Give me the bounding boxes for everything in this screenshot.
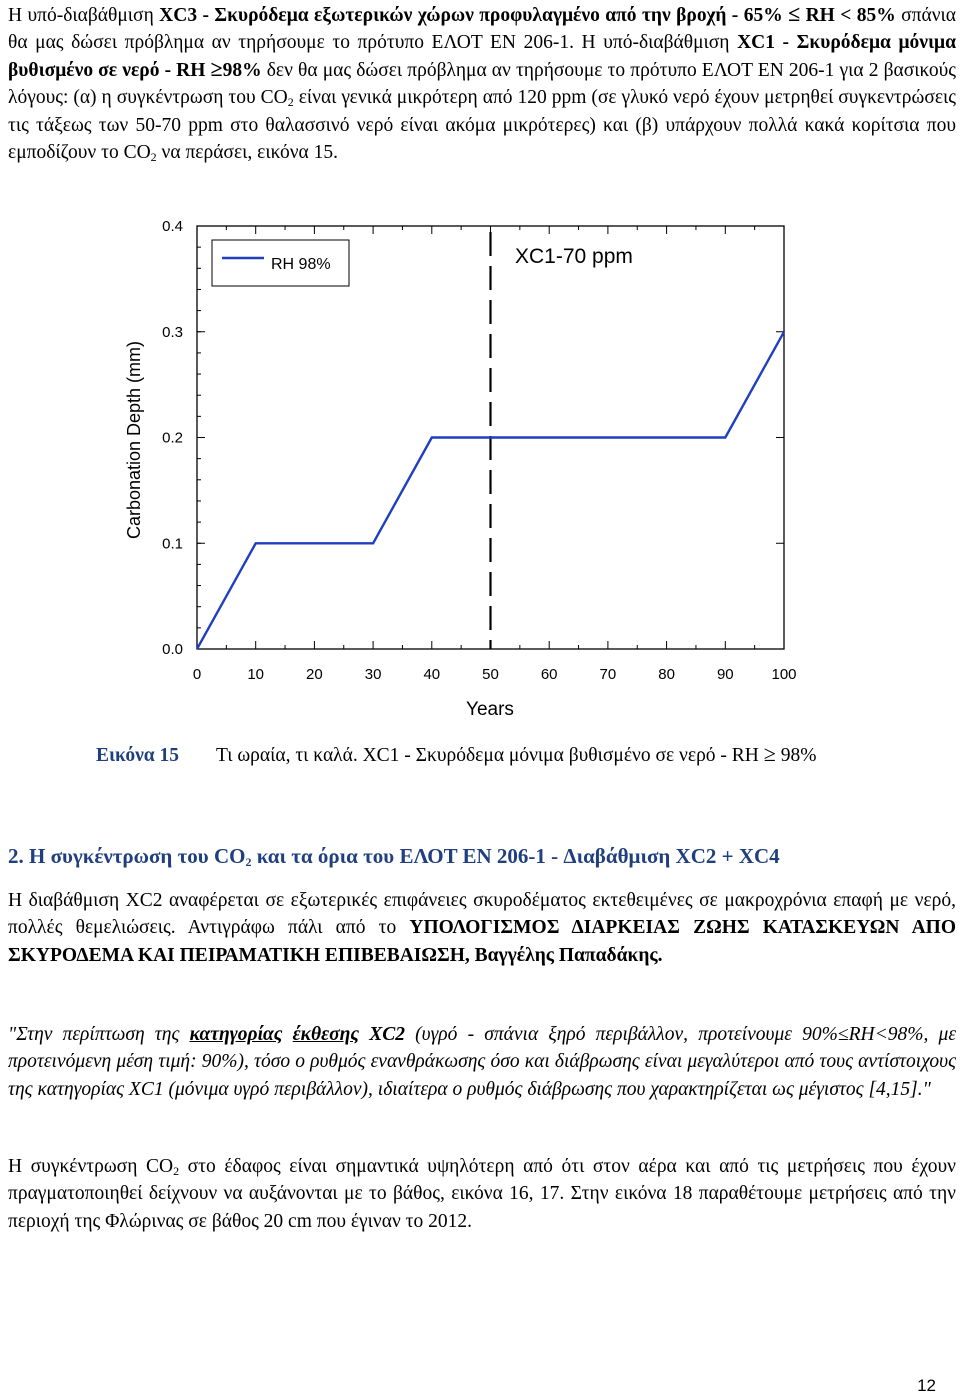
figure-caption-text: [216, 741, 817, 767]
x-tick-label: 70: [599, 666, 617, 683]
subscript-2: 2: [173, 1164, 180, 1178]
x-tick-label: 90: [716, 666, 734, 683]
le-symbol: ≤: [788, 1, 801, 26]
x-tick-label: 30: [364, 666, 382, 683]
book-reference: ΥΠΟΛΟΓΙΣΜΟΣ ΔΙΑΡΚΕΙΑΣ ΖΩΗΣ ΚΑΤΑΣΚΕΥΩΝ ΑΠΟ ΣΚΥΡΟΔΕΜΑ ΚΑΙ ΠΕΙΡΑΜΑΤΙΚΗ ΕΠΙΒΕΒΑΙΩΣΗ, Βαγγέλης Παπαδάκης.: [8, 917, 956, 966]
caption-label: Εικόνα 15: [96, 745, 180, 766]
y-tick-label: 0.4: [162, 218, 183, 235]
x-tick-label: 0: [192, 666, 202, 683]
chart-annotation: XC1-70 ppm: [515, 245, 633, 268]
x-tick-label: 40: [423, 666, 441, 683]
x-tick-label: 80: [658, 666, 675, 683]
intro-paragraph: [8, 2, 956, 166]
quote-paragraph: [8, 1021, 956, 1103]
y-tick-label: 0.0: [162, 641, 183, 658]
quote-space: [359, 1024, 369, 1045]
quote-text: (υγρό - σπάνια ξηρό περιβάλλον, προτείνουμε 90%≤RH<98%, με προτεινόμενη μέση τιμή: 90%), τόσο ο ρυθμός ενανθράκωσης όσο και διάβρωσης είναι μεγαλύτεροι από τους αντίστοιχους της κατηγορίας XC1 (μόνιμα υγρό περιβάλλον), ιδιαίτερα ο ρυθμός διάβρωσης που χαρακτηρίζεται ως μέγιστος [4,15].": [8, 1024, 957, 1100]
x-tick-label: 50: [482, 666, 499, 683]
intro-text: να περάσει, εικόνα 15.: [156, 142, 338, 164]
paragraph-soil-co2: [8, 1153, 956, 1235]
subscript-2: 2: [150, 150, 157, 165]
xc3-definition: XC3 - Σκυρόδεμα εξωτερικών χώρων προφυλαγμένο από την βροχή - 65%: [159, 5, 789, 26]
paragraph-text: Η συγκέντρωση CO: [8, 1156, 174, 1177]
x-axis-label: Years: [466, 699, 514, 720]
section-heading-text: και τα όρια του ΕΛΟΤ EN 206-1 - Διαβάθμιση XC2 + XC4: [251, 844, 780, 868]
figure-caption: [96, 745, 179, 767]
paragraph-text: Η διαβάθμιση XC2 αναφέρεται σε εξωτερικές επιφάνειες σκυροδέματος εκτεθειμένες σε μακροχρόνια επαφή με νερό, πολλές θεμελιώσεις. Αντιγράφω πάλι από το: [8, 890, 956, 939]
y-axis-tick-labels: [162, 218, 183, 658]
y-tick-label: 0.1: [162, 535, 183, 553]
ge-symbol: ≥: [210, 55, 223, 81]
intro-text: σπάνια θα μας δώσει πρόβλημα αν τηρήσουμε το πρότυπο ΕΛΟΤ EN 206-1. Η υπό-διαβάθμιση: [8, 5, 956, 54]
xc1-definition: XC1 - Σκυρόδεμα μόνιμα βυθισμένο σε νερό - RH: [8, 32, 956, 81]
carbonation-depth-chart: [0, 200, 960, 730]
caption-text: 98%: [775, 745, 817, 766]
caption-text: Τι ωραία, τι καλά. XC1 - Σκυρόδεμα μόνιμα βυθισμένο σε νερό - RH: [216, 745, 764, 766]
quote-emphasis: XC2: [369, 1024, 405, 1045]
x-tick-label: 100: [771, 666, 797, 683]
intro-text: δεν θα μας δώσει πρόβλημα αν τηρήσουμε το πρότυπο ΕΛΟΤ EN 206-1 για 2 βασικούς λόγους: (α) η συγκέντρωση του CO: [8, 59, 956, 109]
ge-symbol: ≥: [763, 741, 776, 766]
quote-emphasis: κατηγορίας: [189, 1024, 283, 1045]
page-number: 12: [917, 1376, 936, 1395]
intro-text: Η υπό-διαβάθμιση: [8, 5, 160, 26]
x-tick-label: 60: [540, 666, 558, 683]
paragraph-xc2: [8, 887, 956, 969]
intro-text: είναι γενικά μικρότερη από 120 ppm (σε γλυκό νερό έχουν μετρηθεί συγκεντρώσεις τις τάξεως των 50-70 ppm στο θαλασσινό νερό είναι ακόμα μικρότερες) και (β) υπάρχουν πολλά κακά κορίτσια που εμποδίζουν το CO: [8, 87, 956, 164]
paragraph-text: στο έδαφος είναι σημαντικά υψηλότερη από ότι στον αέρα και από τις μετρήσεις που έχουν πραγματοποιηθεί δείχνουν να αυξάνονται με το βάθος, εικόνα 16, 17. Στην εικόνα 18 παραθέτουμε μετρήσεις από την περιοχή της Φλώρινας σε βάθος 20 cm που έγιναν το 2012.: [8, 1156, 956, 1232]
subscript-2: 2: [287, 95, 294, 110]
section-heading-text: 2. Η συγκέντρωση του CO: [8, 844, 246, 868]
x-axis-tick-labels: [193, 666, 797, 683]
xc3-rh-range: RH < 85%: [800, 5, 896, 26]
y-tick-label: 0.2: [162, 429, 183, 447]
section-heading: [8, 844, 780, 869]
y-axis-label: Carbonation Depth (mm): [124, 340, 144, 540]
y-tick-label: 0.3: [162, 323, 183, 341]
xc1-rh-value: 98%: [222, 59, 262, 81]
quote-emphasis: έκθεσης: [292, 1024, 360, 1045]
x-tick-label: 10: [247, 666, 265, 683]
subscript-2: 2: [245, 855, 252, 869]
quote-space: [282, 1024, 292, 1045]
legend-label: RH 98%: [271, 256, 331, 273]
quote-text: "Στην περίπτωση της: [8, 1024, 190, 1045]
x-tick-label: 20: [306, 666, 323, 683]
